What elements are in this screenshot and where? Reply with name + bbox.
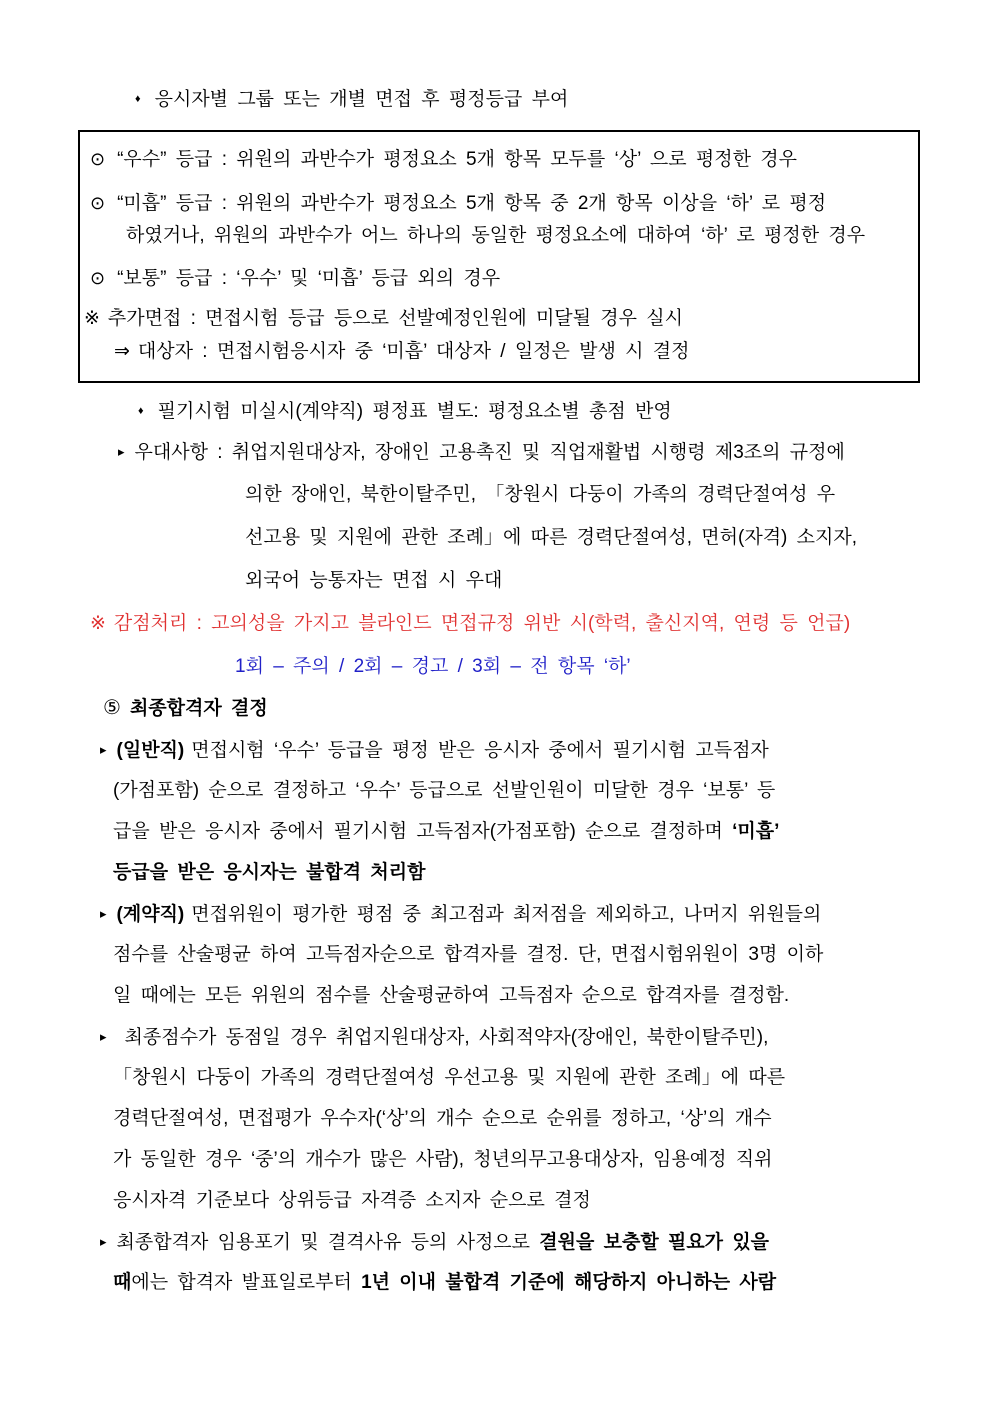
penalty-warning-text: 감점처리 : 고의성을 가지고 블라인드 면접규정 위반 시(학력, 출신지역, 연령 등 언급)	[113, 613, 851, 634]
preference-text2: 의한 장애인, 북한이탈주민, 「창원시 다둥이 가족의 경력단절여성 우	[245, 484, 836, 505]
preference-text4: 외국어 능통자는 면접 시 우대	[245, 570, 503, 591]
contract-position-paragraph	[0, 893, 992, 1016]
general-line2	[100, 770, 992, 811]
reference-mark-icon: ※	[90, 613, 106, 634]
extra-interview-line2	[80, 339, 908, 365]
vacancy-text1-bold: 결원을 보충할 필요가 있을	[539, 1232, 770, 1253]
triangle-bullet-icon: ▸	[100, 742, 107, 757]
extra-interview-text1: 추가면접 : 면접시험 등급 등으로 선발예정인원에 미달될 경우 실시	[107, 308, 683, 329]
vacancy-text1: 최종합격자 임용포기 및 결격사유 등의 사정으로	[116, 1232, 531, 1253]
contract-line2	[100, 934, 992, 975]
grade-insufficient-text1: “미흡” 등급 : 위원의 과반수가 평정요소 5개 항목 중 2개 항목 이상을 ‘하’ 로 평정	[117, 193, 827, 214]
general-line4	[100, 852, 992, 893]
circled-five-icon: ⑤	[103, 697, 121, 719]
preference-text1: 우대사항 : 취업지원대상자, 장애인 고용촉진 및 직업재활법 시행령 제3조의 규정에	[134, 442, 845, 463]
general-line1	[100, 729, 992, 770]
circle-dot-bullet-icon: ⊙	[90, 268, 106, 288]
final-decision-title: 최종합격자 결정	[129, 698, 268, 719]
triangle-bullet-icon: ▸	[100, 1029, 107, 1044]
diamond-bullet-icon: ♦	[135, 93, 141, 105]
preference-line4	[118, 559, 992, 602]
double-arrow-icon: ⇒	[114, 341, 130, 362]
grade-insufficient-text2: 하였거나, 위원의 과반수가 어느 하나의 동일한 평정요소에 대하여 ‘하’ 로 평정한 경우	[126, 225, 866, 246]
triangle-bullet-icon: ▸	[100, 906, 107, 921]
grade-excellent-line	[80, 146, 908, 172]
contract-line1	[100, 893, 992, 934]
general-position-paragraph	[0, 729, 992, 893]
preference-text3: 선고용 및 지원에 관한 조례」에 따른 경력단절여성, 면허(자격) 소지자,	[245, 527, 858, 548]
intro-bullet-line	[0, 0, 992, 112]
vacancy-line2	[100, 1262, 992, 1303]
grade-criteria-box	[78, 130, 920, 383]
vacancy-text2-bold2: 1년 이내 불합격 기준에 해당하지 아니하는 사람	[361, 1272, 777, 1293]
general-text1: 면접시험 ‘우수’ 등급을 평정 받은 응시자 중에서 필기시험 고득점자	[191, 740, 769, 761]
diamond-bullet-icon: ♦	[138, 405, 144, 417]
vacancy-text2-bold1: 때	[113, 1272, 132, 1293]
grade-insufficient-line1	[80, 190, 908, 216]
circle-dot-bullet-icon: ⊙	[90, 193, 106, 213]
tie-break-text4: 가 동일한 경우 ‘중’의 개수가 많은 사람), 청년의무고용대상자, 임용예정 직위	[113, 1149, 773, 1170]
general-text2: (가점포함) 순으로 결정하고 ‘우수’ 등급으로 선발인원이 미달한 경우 ‘보통’ 등	[113, 780, 776, 801]
preference-paragraph	[0, 430, 992, 602]
extra-interview-text2: 대상자 : 면접시험응시자 중 ‘미흡’ 대상자 / 일정은 발생 시 결정	[137, 341, 690, 362]
penalty-steps-line	[0, 645, 992, 688]
contract-line3	[100, 975, 992, 1016]
vacancy-text2: 에는 합격자 발표일로부터	[131, 1272, 352, 1293]
grade-normal-text: “보통” 등급 : ‘우수’ 및 ‘미흡’ 등급 외의 경우	[117, 268, 501, 289]
general-text4-bold: 등급을 받은 응시자는 불합격 처리함	[113, 862, 426, 883]
tie-break-line1	[100, 1016, 992, 1057]
penalty-warning-line	[0, 602, 992, 645]
intro-text: 응시자별 그룹 또는 개별 면접 후 평정등급 부여	[154, 89, 569, 110]
preference-line1	[118, 430, 992, 473]
tie-break-line4	[100, 1139, 992, 1180]
general-text3: 급을 받은 응시자 중에서 필기시험 고득점자(가점포함) 순으로 결정하며	[113, 821, 723, 842]
penalty-steps-text: 1회 – 주의 / 2회 – 경고 / 3회 – 전 항목 ‘하’	[235, 656, 631, 677]
contract-label: (계약직)	[116, 904, 185, 925]
tie-break-text1: 최종점수가 동점일 경우 취업지원대상자, 사회적약자(장애인, 북한이탈주민),	[124, 1027, 769, 1048]
written-exam-note-line	[0, 398, 992, 424]
vacancy-paragraph	[0, 1221, 992, 1303]
tie-break-text3: 경력단절여성, 면접평가 우수자(‘상’의 개수 순으로 순위를 정하고, ‘상’의 개수	[113, 1108, 772, 1129]
tie-break-line5	[100, 1180, 992, 1221]
tie-break-text2: 「창원시 다둥이 가족의 경력단절여성 우선고용 및 지원에 관한 조례」에 따른	[113, 1067, 786, 1088]
general-line3	[100, 811, 992, 852]
contract-text2: 점수를 산술평균 하여 고득점자순으로 합격자를 결정. 단, 면접시험위원이 3명 이하	[113, 944, 824, 965]
grade-excellent-text: “우수” 등급 : 위원의 과반수가 평정요소 5개 항목 모두를 ‘상’ 으로 평정한 경우	[117, 149, 797, 170]
tie-break-line2	[100, 1057, 992, 1098]
preference-line3	[118, 516, 992, 559]
tie-break-paragraph	[0, 1016, 992, 1221]
triangle-bullet-icon: ▸	[118, 444, 125, 459]
tie-break-text5: 응시자격 기준보다 상위등급 자격증 소지자 순으로 결정	[113, 1190, 591, 1211]
vacancy-line1	[100, 1221, 992, 1262]
grade-normal-line	[80, 265, 908, 291]
final-decision-heading	[0, 688, 992, 729]
general-text3-bold: ‘미흡’	[732, 821, 780, 842]
triangle-bullet-icon: ▸	[100, 1234, 107, 1249]
contract-text1: 면접위원이 평가한 평점 중 최고점과 최저점을 제외하고, 나머지 위원들의	[191, 904, 822, 925]
written-exam-note-text: 필기시험 미실시(계약직) 평정표 별도: 평정요소별 총점 반영	[157, 401, 672, 422]
preference-line2	[118, 473, 992, 516]
grade-insufficient-line2	[80, 223, 908, 249]
general-label: (일반직)	[116, 740, 185, 761]
extra-interview-line1	[80, 306, 908, 332]
tie-break-line3	[100, 1098, 992, 1139]
reference-mark-icon: ※	[84, 308, 100, 329]
circle-dot-bullet-icon: ⊙	[90, 149, 106, 169]
contract-text3: 일 때에는 모든 위원의 점수를 산술평균하여 고득점자 순으로 합격자를 결정함.	[113, 985, 790, 1006]
